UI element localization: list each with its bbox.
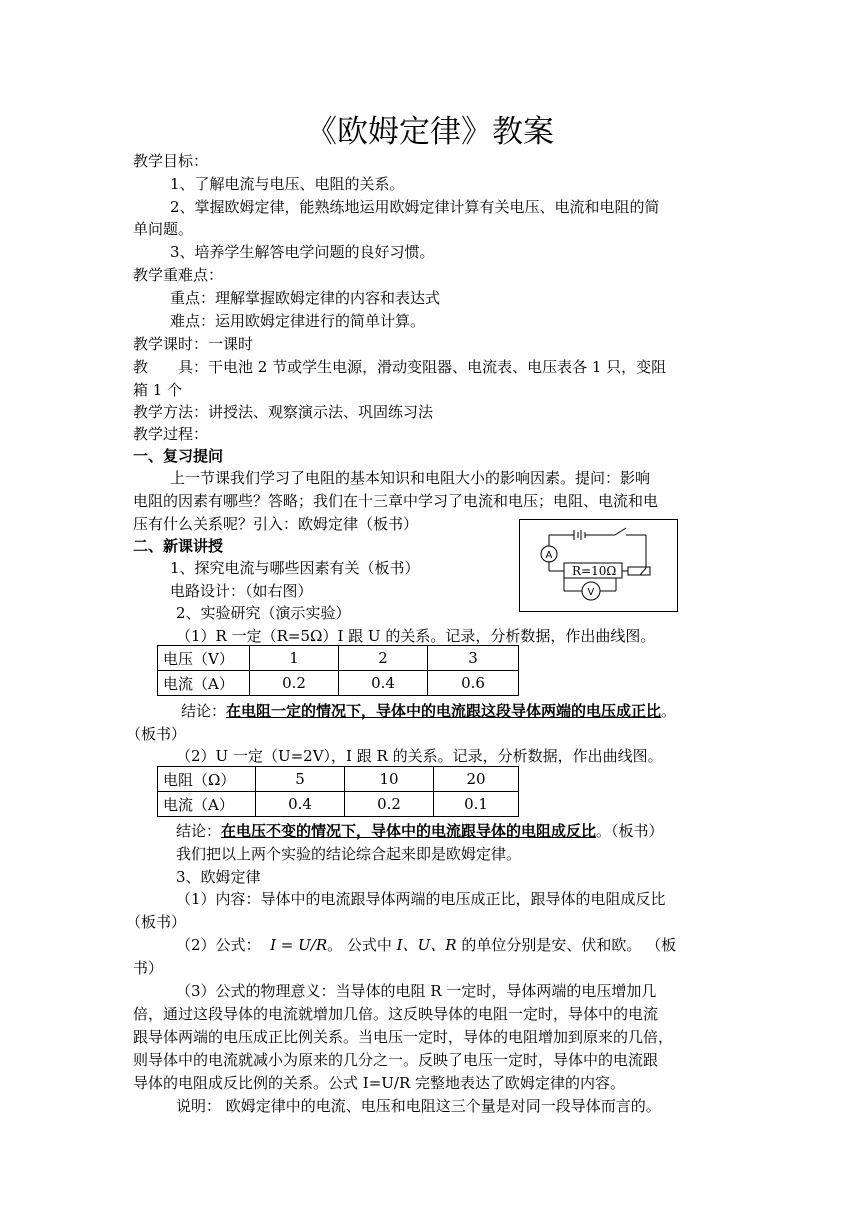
teaching-tools: 教 具：干电池 2 节或学生电源，滑动变阻器、电流表、电压表各 1 只，变阻 [133,358,667,376]
resistor-label: R=10Ω [572,564,617,578]
conclusion-1 [181,700,676,722]
conclusion-1-text: 在电阻一定的情况下，导体中的电流跟这段导体两端的电压成正比 [226,702,662,720]
table-cell: 0.4 [256,792,345,817]
document-title: 《欧姆定律》教案 [306,114,554,150]
meaning-line-5: 导体的电阻成反比例的关系。公式 I=U/R 完整地表达了欧姆定律的内容。 [133,1074,626,1092]
section-1-heading: 一、复习提问 [133,447,224,465]
meaning-line-2: 倍，通过这段导体的电流就增加几倍。这反映导体的电阻一定时，导体中的电流 [133,1005,659,1023]
combine-statement: 我们把以上两个实验的结论综合起来即是欧姆定律。 [176,845,522,863]
formula-tail-a: 。 公式中 [327,936,397,954]
section-1-line-3: 压有什么关系呢？引入：欧姆定律（板书） [133,515,419,533]
subsection-2: 2、实验研究（演示实验） [176,604,351,622]
voltmeter-label: V [587,587,595,598]
meaning-line-1: （3）公式的物理意义：当导体的电阻 R 一定时，导体两端的电压增加几 [176,982,657,1000]
conclusion-1-prefix: 结论： [181,702,227,720]
table-cell: 电阻（Ω） [158,767,256,792]
objective-2-cont: 单问题。 [133,220,194,238]
subsection-3: 3、欧姆定律 [176,868,261,886]
meaning-line-3: 跟导体两端的电压成正比例关系。当电压一定时，导体的电阻增加到原来的几倍， [133,1028,674,1046]
formula-vars: I、U、R [396,936,457,954]
switch-symbol [615,528,626,535]
table-cell: 0.6 [428,671,519,696]
note-line: 说明： 欧姆定律中的电流、电压和电阻这三个量是对同一段导体而言的。 [176,1097,661,1115]
table-cell: 电流（A） [158,792,256,817]
experiment-2-intro: （2）U 一定（U=2V），I 跟 R 的关系。记录，分析数据，作出曲线图。 [176,747,663,765]
table-cell: 2 [339,646,428,671]
subsection-1: 1、探究电流与哪些因素有关（板书） [170,559,420,577]
formula-tail-b: 的单位分别是安、伏和欧。 （板 [456,936,677,954]
conclusion-2 [176,820,664,842]
circuit-diagram [520,520,677,611]
key-points-heading: 教学重难点： [133,266,224,284]
conclusion-2-text: 在电压不变的情况下，导体中的电流跟导体的电阻成反比 [221,822,597,840]
conclusion-1-suffix: 。 [661,702,677,720]
meaning-line-4: 则导体中的电流就减小为原来的几分之一。反映了电压一定时，导体中的电流跟 [133,1051,659,1069]
objective-2: 2、掌握欧姆定律，能熟练地运用欧姆定律计算有关电压、电流和电阻的简 [170,198,660,216]
formula-line [176,934,676,956]
table-row [158,646,519,671]
difficult-point: 难点：运用欧姆定律进行的简单计算。 [170,312,426,330]
section-1-line-1: 上一节课我们学习了电阻的基本知识和电阻大小的影响因素。提问：影响 [170,469,651,487]
key-point: 重点：理解掌握欧姆定律的内容和表达式 [170,289,441,307]
circuit-diagram-frame [519,519,678,612]
teaching-process: 教学过程： [133,425,209,443]
section-2-heading: 二、新课讲授 [133,537,224,555]
formula-line-2: 书） [133,959,164,977]
formula: I = U/R [270,936,328,954]
table-row [158,671,519,696]
table-cell: 3 [428,646,519,671]
objective-3: 3、培养学生解答电学问题的良好习惯。 [170,243,435,261]
ammeter-label: A [545,550,553,561]
section-1-line-2: 电阻的因素有哪些？答略；我们在十三章中学习了电流和电压；电阻、电流和电 [133,492,659,510]
table-cell: 0.2 [345,792,434,817]
objective-1: 1、了解电流与电压、电阻的关系。 [170,175,405,193]
table-cell: 0.1 [434,792,519,817]
formula-label: （2）公式： [176,936,261,954]
table-cell: 0.2 [250,671,339,696]
table-row [158,767,519,792]
teaching-hours: 教学课时：一课时 [133,335,254,353]
teaching-tools-cont: 箱 1 个 [133,381,183,399]
experiment-1-intro: （1）R 一定（R=5Ω）I 跟 U 的关系。记录，分析数据，作出曲线图。 [176,627,656,645]
data-table-2 [157,766,519,817]
table-cell: 0.4 [339,671,428,696]
table-cell: 电流（A） [158,671,250,696]
table-cell: 1 [250,646,339,671]
law-content-1: （1）内容：导体中的电流跟导体两端的电压成正比，跟导体的电阻成反比 [176,890,666,908]
data-table-1 [157,645,519,696]
table-row [158,792,519,817]
circuit-design: 电路设计：（如右图） [170,582,313,600]
law-content-2: （板书） [126,913,187,931]
table-cell: 5 [256,767,345,792]
conclusion-1-note: （板书） [126,725,187,743]
conclusion-2-suffix: 。（板书） [596,822,664,840]
teaching-methods: 教学方法：讲授法、观察演示法、巩固练习法 [133,403,434,421]
table-cell: 10 [345,767,434,792]
conclusion-2-prefix: 结论： [176,822,222,840]
table-cell: 电压（V） [158,646,250,671]
objectives-heading: 教学目标： [133,152,209,170]
table-cell: 20 [434,767,519,792]
